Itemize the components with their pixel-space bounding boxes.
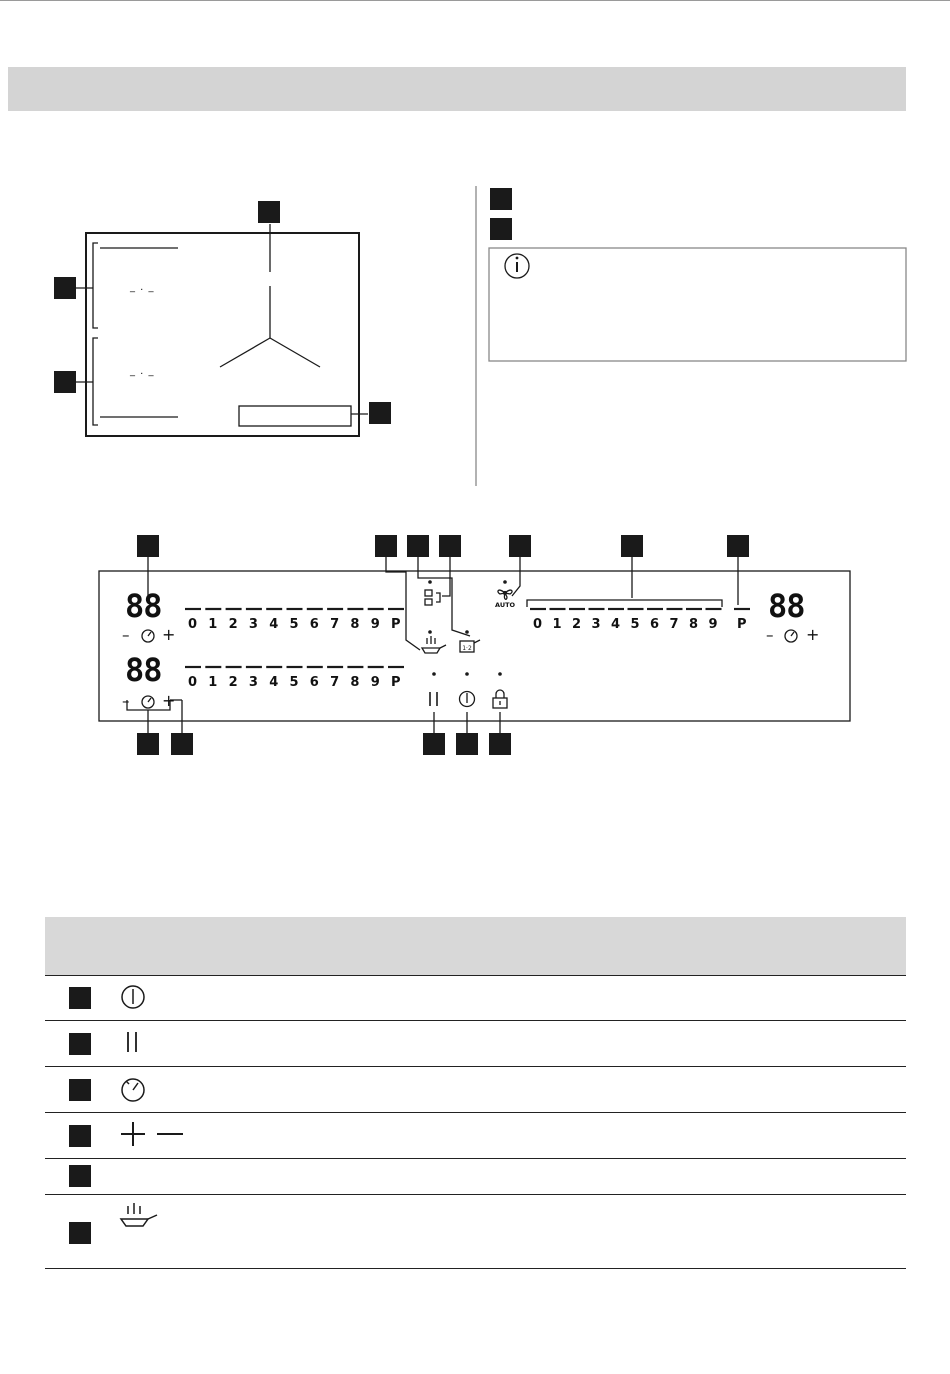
power-level-label: 8 (350, 617, 360, 632)
power-level-label: 3 (248, 617, 258, 632)
svg-text:1·2: 1·2 (462, 645, 472, 652)
timer-plus[interactable]: + (806, 625, 820, 644)
power-level-label: 5 (289, 675, 299, 690)
power-level-label: 4 (611, 617, 621, 632)
power-level-label: 9 (370, 675, 380, 690)
power-level-label: 2 (228, 617, 238, 632)
steam-pan-icon (121, 1203, 157, 1226)
power-level-label: 2 (572, 617, 582, 632)
power-level-label: 7 (669, 617, 679, 632)
power-level-label: 7 (330, 675, 340, 690)
power-level-label: 1 (208, 617, 218, 632)
plus-minus-icon (121, 1122, 183, 1146)
power-level-label: 7 (330, 617, 340, 632)
timer-icon (122, 1079, 144, 1101)
timer-display-upper: 88 (125, 587, 162, 625)
power-level-label: 4 (269, 617, 279, 632)
timer-plus[interactable]: + (162, 625, 176, 644)
power-level-label: 6 (309, 675, 319, 690)
power-level-label: 0 (533, 617, 543, 632)
power-level-label: 8 (350, 675, 360, 690)
power-level-label: 1 (208, 675, 218, 690)
power-level-label: 0 (188, 675, 198, 690)
power-level-label: 0 (188, 617, 198, 632)
power-level-label: 9 (370, 617, 380, 632)
timer-display-right: 88 (768, 587, 805, 625)
power-level-label: P (737, 617, 747, 632)
power-level-label: 6 (650, 617, 660, 632)
power-level-label: 4 (269, 675, 279, 690)
power-level-label: 2 (228, 675, 238, 690)
timer-minus[interactable]: – (122, 626, 130, 644)
timer-plus[interactable]: + (162, 691, 176, 710)
zone-label: _ . _ (130, 282, 155, 293)
timer-display-lower: 88 (125, 651, 162, 689)
zone-label: _ . _ (130, 366, 155, 377)
power-level-label: P (391, 675, 401, 690)
power-level-label: 5 (289, 617, 299, 632)
timer-minus[interactable]: – (766, 626, 774, 644)
power-level-label: 3 (591, 617, 601, 632)
power-level-label: 3 (248, 675, 258, 690)
power-level-label: 5 (630, 617, 640, 632)
power-level-label: P (391, 617, 401, 632)
power-icon (122, 986, 144, 1008)
pause-icon (128, 1032, 136, 1052)
power-level-label: 1 (552, 617, 562, 632)
power-level-label: 9 (708, 617, 718, 632)
power-level-label: 6 (309, 617, 319, 632)
power-level-label: 8 (689, 617, 699, 632)
timer-minus[interactable]: – (122, 692, 130, 710)
auto-label: AUTO (495, 601, 516, 609)
